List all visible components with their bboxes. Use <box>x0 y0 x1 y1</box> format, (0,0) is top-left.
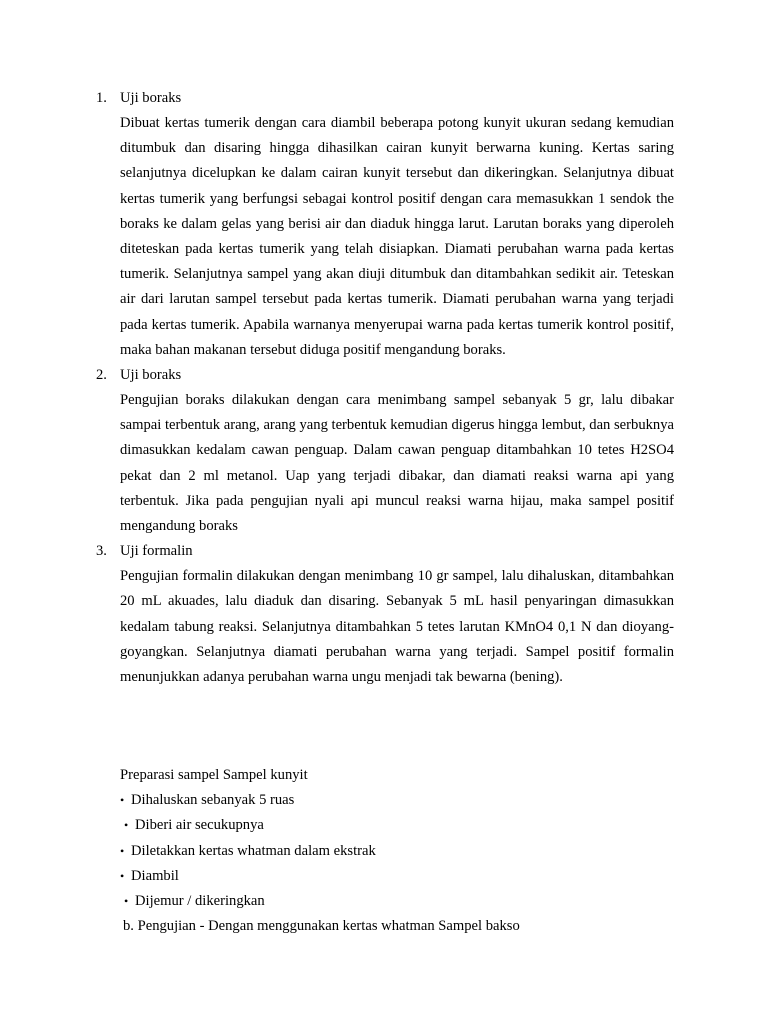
preparation-section <box>120 763 680 939</box>
bullet-item <box>120 864 680 889</box>
bullet-item <box>120 839 680 864</box>
bullet-text: Dijemur / dikeringkan <box>135 893 265 910</box>
bullet-text: Diberi air secukupnya <box>135 817 264 834</box>
list-item-uji-boraks-2 <box>96 363 674 539</box>
preparation-title: Preparasi sampel Sampel kunyit <box>120 767 308 783</box>
list-item-body: Dibuat kertas tumerik dengan cara diambil beberapa potong kunyit ukuran sedang kemudian ditumbuk dan disaring hingga dihasilkan cairan kunyit berwarna kuning. Kertas saring selanjutnya dicelupkan ke dalam cairan kunyit tersebut dan dikeringkan. Selanjutnya dibuat kertas tumerik yang berfungsi sebagai kontrol positif dengan cara memasukkan 1 sendok the boraks ke dalam gelas yang berisi air dan diaduk hingga larut. Larutan boraks yang diperoleh diteteskan pada kertas tumerik yang telah disiapkan. Diamati perubahan warna pada kertas tumerik. Selanjutnya sampel yang akan diuji ditumbuk dan ditambahkan sedikit air. Teteskan air dari larutan sampel tersebut pada kertas tumerik. Diamati perubahan warna yang terjadi pada kertas tumerik. Apabila warnanya menyerupai warna pada kertas tumerik kontrol positif, maka bahan makanan tersebut diduga positif mengandung boraks. <box>120 115 674 358</box>
bullet-icon: • <box>120 843 125 858</box>
bullet-icon: • <box>124 894 129 909</box>
bullet-icon: • <box>120 868 125 883</box>
bullet-icon: • <box>124 818 129 833</box>
bullet-item <box>120 813 680 838</box>
bullet-item <box>120 889 680 914</box>
bullet-text: Diletakkan kertas whatman dalam ekstrak <box>131 842 376 859</box>
list-item-body: Pengujian boraks dilakukan dengan cara menimbang sampel sebanyak 5 gr, lalu dibakar sampai terbentuk arang, arang yang terbentuk kemudian digerus hingga lembut, dan serbuknya dimasukkan kedalam cawan penguap. Dalam cawan penguap ditambahkan 10 tetes H2SO4 pekat dan 2 ml metanol. Uap yang terjadi dibakar, dan diamati reaksi warna api yang terbentuk. Jika pada pengujian nyali api muncul reaksi warna hijau, maka sampel positif mengandung boraks <box>120 392 674 535</box>
list-item-heading: Uji boraks <box>120 367 182 384</box>
bullet-icon: • <box>120 793 125 808</box>
list-item-number: 3. <box>96 543 107 560</box>
bullet-text: Diambil <box>131 867 179 884</box>
list-item-number: 2. <box>96 367 107 384</box>
bullet-text: Dihaluskan sebanyak 5 ruas <box>131 792 295 809</box>
list-item-body: Pengujian formalin dilakukan dengan menimbang 10 gr sampel, lalu dihaluskan, ditambahkan 20 mL akuades, lalu diaduk dan disaring. Sebanyak 5 mL hasil penyaringan dimasukkan kedalam tabung reaksi. Selanjutnya ditambahkan 5 tetes larutan KMnO4 0,1 N dan dioyang-goyangkan. Selanjutnya diamati perubahan warna yang terjadi. Sampel positif formalin menunjukkan adanya perubahan warna ungu menjadi tak bewarna (bening). <box>120 568 674 686</box>
list-item-heading: Uji formalin <box>120 543 193 560</box>
list-item-heading: Uji boraks <box>120 90 182 106</box>
list-item-uji-boraks-1 <box>96 86 674 363</box>
list-item-number: 1. <box>96 90 107 106</box>
list-item-uji-formalin <box>96 539 674 690</box>
testing-line: b. Pengujian - Dengan menggunakan kertas whatman Sampel bakso <box>123 918 520 935</box>
test-procedure-list <box>96 86 674 690</box>
bullet-item <box>120 788 680 813</box>
